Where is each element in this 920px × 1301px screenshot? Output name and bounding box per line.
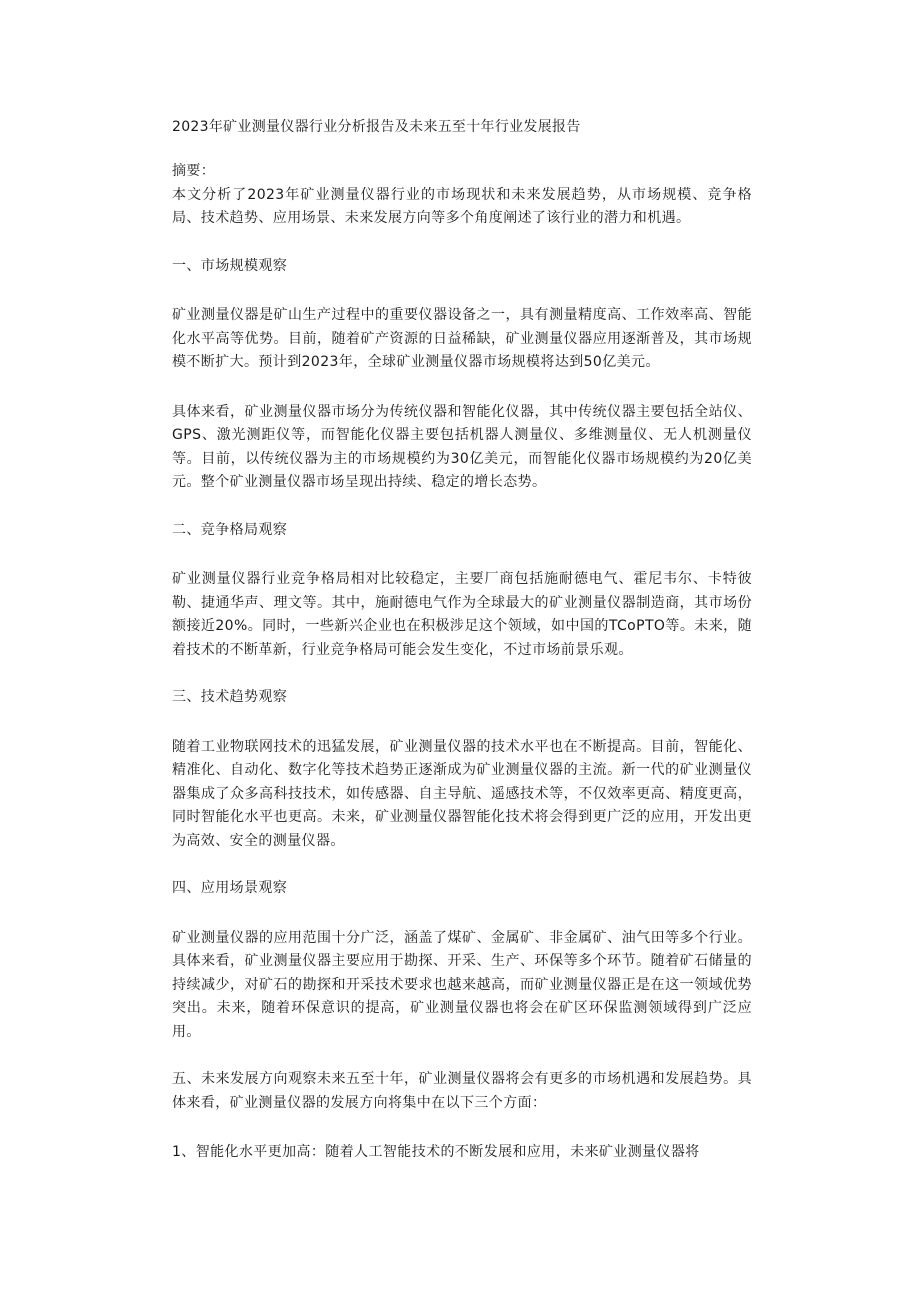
paragraph-future-direction: 五、未来发展方向观察未来五至十年，矿业测量仪器将会有更多的市场机遇和发展趋势。具体来看，矿业测量仪器的发展方向将集中在以下三个方面：: [172, 1071, 752, 1111]
section-heading-market-size: 一、市场规模观察: [172, 257, 288, 274]
document-page: [172, 116, 752, 1165]
section-heading-applications: 四、应用场景观察: [172, 880, 288, 896]
paragraph-market-size-2: 具体来看，矿业测量仪器市场分为传统仪器和智能化仪器，其中传统仪器主要包括全站仪、GPS、激光测距仪等，而智能化仪器主要包括机器人测量仪、多维测量仪、无人机测量仪等。目前，以传统仪器为主的市场规模约为30亿美元，而智能化仪器市场规模约为20亿美元。整个矿业测量仪器市场呈现出持续、稳定的增长态势。: [172, 403, 752, 490]
paragraph-market-size-1: 矿业测量仪器是矿山生产过程中的重要仪器设备之一，具有测量精度高、工作效率高、智能化水平高等优势。目前，随着矿产资源的日益稀缺，矿业测量仪器应用逐渐普及，其市场规模不断扩大。预计到2023年，全球矿业测量仪器市场规模将达到50亿美元。: [172, 307, 752, 370]
list-item-intelligence: 1、智能化水平更加高：随着人工智能技术的不断发展和应用，未来矿业测量仪器将: [172, 1144, 700, 1160]
section-heading-competition: 二、竞争格局观察: [172, 521, 288, 538]
paragraph-technology: 随着工业物联网技术的迅猛发展，矿业测量仪器的技术水平也在不断提高。目前，智能化、精准化、自动化、数字化等技术趋势正逐渐成为矿业测量仪器的主流。新一代的矿业测量仪器集成了众多高科技技术，如传感器、自主导航、遥感技术等，不仅效率更高、精度更高，同时智能化水平也更高。未来，矿业测量仪器智能化技术将会得到更广泛的应用，开发出更为高效、安全的测量仪器。: [172, 738, 752, 849]
abstract-text: 本文分析了2023年矿业测量仪器行业的市场现状和未来发展趋势，从市场规模、竞争格局、技术趋势、应用场景、未来发展方向等多个角度阐述了该行业的潜力和机遇。: [172, 186, 752, 226]
abstract-label: 摘要：: [172, 163, 216, 179]
paragraph-applications: 矿业测量仪器的应用范围十分广泛，涵盖了煤矿、金属矿、非金属矿、油气田等多个行业。具体来看，矿业测量仪器主要应用于勘探、开采、生产、环保等多个环节。随着矿石储量的持续减少，对矿石的勘探和开采技术要求也越来越高，而矿业测量仪器正是在这一领域优势突出。未来，随着环保意识的提高，矿业测量仪器也将会在矿区环保监测领域得到广泛应用。: [172, 929, 752, 1040]
paragraph-competition: 矿业测量仪器行业竞争格局相对比较稳定，主要厂商包括施耐德电气、霍尼韦尔、卡特彼勒、捷通华声、理文等。其中，施耐德电气作为全球最大的矿业测量仪器制造商，其市场份额接近20%。同时，一些新兴企业也在积极涉足这个领域，如中国的TCoPTO等。未来，随着技术的不断革新，行业竞争格局可能会发生变化，不过市场前景乐观。: [172, 571, 752, 658]
section-heading-technology: 三、技术趋势观察: [172, 689, 288, 705]
document-title: 2023年矿业测量仪器行业分析报告及未来五至十年行业发展报告: [172, 119, 581, 135]
